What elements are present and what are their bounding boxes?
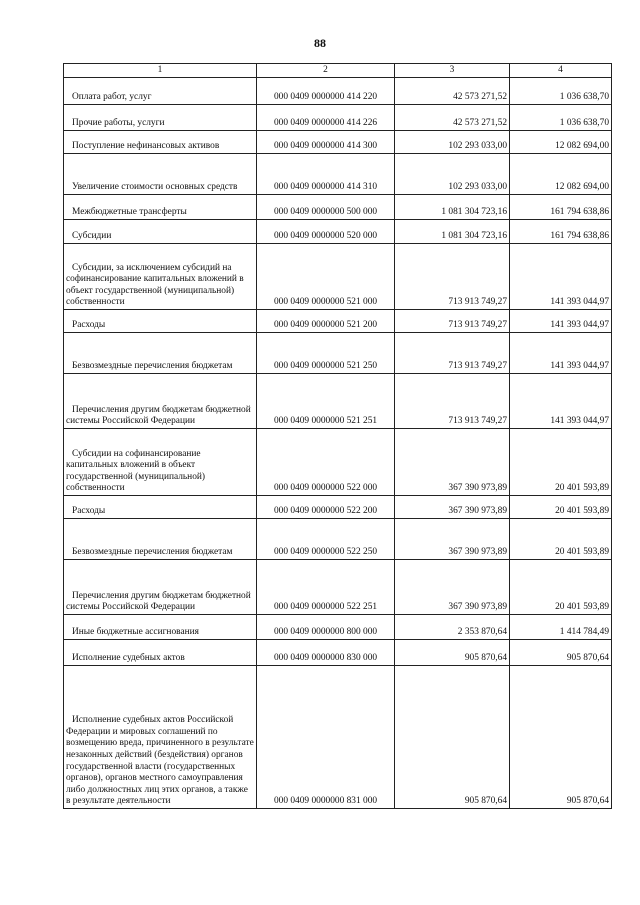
row-code: 000 0409 0000000 521 251 [257,374,395,429]
table-row [64,333,612,374]
page-number: 88 [314,36,326,50]
table-row [64,105,612,131]
row-code: 000 0409 0000000 521 250 [257,333,395,374]
row-value-col3: 367 390 973,89 [395,429,510,496]
row-code: 000 0409 0000000 414 220 [257,78,395,105]
row-value-col4: 161 794 638,86 [510,220,612,244]
row-name: Исполнение судебных актов Российской Федерации и мировых соглашений по возмещению вреда, причиненного в результате незаконных действий (бездействия) органов государственной власти (государственных органов), органов местного самоуправления либо должностных лиц этих органов, а также в результате деятельности [64,666,257,809]
row-name: Безвозмездные перечисления бюджетам [64,333,257,374]
row-value-col4: 1 036 638,70 [510,78,612,105]
row-value-col3: 905 870,64 [395,666,510,809]
row-code: 000 0409 0000000 800 000 [257,615,395,640]
row-value-col3: 102 293 033,00 [395,154,510,195]
row-code: 000 0409 0000000 522 000 [257,429,395,496]
row-value-col4: 161 794 638,86 [510,195,612,220]
row-value-col3: 713 913 749,27 [395,374,510,429]
row-code: 000 0409 0000000 520 000 [257,220,395,244]
row-value-col4: 141 393 044,97 [510,374,612,429]
row-code: 000 0409 0000000 831 000 [257,666,395,809]
row-value-col3: 367 390 973,89 [395,560,510,615]
row-code: 000 0409 0000000 414 310 [257,154,395,195]
row-value-col4: 1 414 784,49 [510,615,612,640]
row-value-col4: 141 393 044,97 [510,244,612,310]
row-value-col3: 42 573 271,52 [395,78,510,105]
row-name: Прочие работы, услуги [64,105,257,131]
table-row [64,615,612,640]
table-row [64,244,612,310]
row-value-col3: 42 573 271,52 [395,105,510,131]
row-value-col4: 1 036 638,70 [510,105,612,131]
table-row [64,496,612,519]
row-name: Увеличение стоимости основных средств [64,154,257,195]
table-row [64,374,612,429]
row-value-col4: 141 393 044,97 [510,333,612,374]
row-name: Перечисления другим бюджетам бюджетной системы Российской Федерации [64,560,257,615]
row-value-col3: 713 913 749,27 [395,244,510,310]
row-value-col4: 20 401 593,89 [510,429,612,496]
budget-table [63,63,612,809]
row-name: Расходы [64,496,257,519]
row-code: 000 0409 0000000 521 000 [257,244,395,310]
row-value-col4: 20 401 593,89 [510,519,612,560]
table-row [64,154,612,195]
table-row [64,666,612,809]
row-name: Безвозмездные перечисления бюджетам [64,519,257,560]
row-name: Субсидии, за исключением субсидий на софинансирование капитальных вложений в объект государственной (муниципальной) собственности [64,244,257,310]
row-code: 000 0409 0000000 522 250 [257,519,395,560]
table-header-row [64,64,612,78]
row-code: 000 0409 0000000 830 000 [257,640,395,666]
row-value-col4: 20 401 593,89 [510,496,612,519]
column-header-3: 3 [395,64,510,78]
row-name: Расходы [64,310,257,333]
row-name: Исполнение судебных актов [64,640,257,666]
row-code: 000 0409 0000000 414 226 [257,105,395,131]
row-name: Межбюджетные трансферты [64,195,257,220]
table-row [64,195,612,220]
row-value-col4: 20 401 593,89 [510,560,612,615]
row-code: 000 0409 0000000 500 000 [257,195,395,220]
row-name: Оплата работ, услуг [64,78,257,105]
row-name: Поступление нефинансовых активов [64,131,257,154]
row-code: 000 0409 0000000 522 251 [257,560,395,615]
table-row [64,429,612,496]
table-row [64,78,612,105]
row-value-col4: 12 082 694,00 [510,131,612,154]
table-row [64,560,612,615]
table-row [64,220,612,244]
row-value-col4: 141 393 044,97 [510,310,612,333]
row-value-col3: 367 390 973,89 [395,519,510,560]
row-value-col3: 367 390 973,89 [395,496,510,519]
table-row [64,640,612,666]
row-value-col3: 713 913 749,27 [395,310,510,333]
table-row [64,310,612,333]
table-row [64,131,612,154]
table-row [64,519,612,560]
row-value-col3: 2 353 870,64 [395,615,510,640]
row-code: 000 0409 0000000 414 300 [257,131,395,154]
row-name: Субсидии [64,220,257,244]
column-header-4: 4 [510,64,612,78]
column-header-2: 2 [257,64,395,78]
row-code: 000 0409 0000000 522 200 [257,496,395,519]
row-name: Перечисления другим бюджетам бюджетной системы Российской Федерации [64,374,257,429]
row-value-col3: 1 081 304 723,16 [395,220,510,244]
row-name: Иные бюджетные ассигнования [64,615,257,640]
row-value-col3: 102 293 033,00 [395,131,510,154]
row-value-col4: 905 870,64 [510,666,612,809]
row-value-col3: 1 081 304 723,16 [395,195,510,220]
row-value-col4: 905 870,64 [510,640,612,666]
row-value-col3: 713 913 749,27 [395,333,510,374]
row-name: Субсидии на софинансирование капитальных вложений в объект государственной (муниципальной) собственности [64,429,257,496]
column-header-1: 1 [64,64,257,78]
row-value-col3: 905 870,64 [395,640,510,666]
row-value-col4: 12 082 694,00 [510,154,612,195]
row-code: 000 0409 0000000 521 200 [257,310,395,333]
